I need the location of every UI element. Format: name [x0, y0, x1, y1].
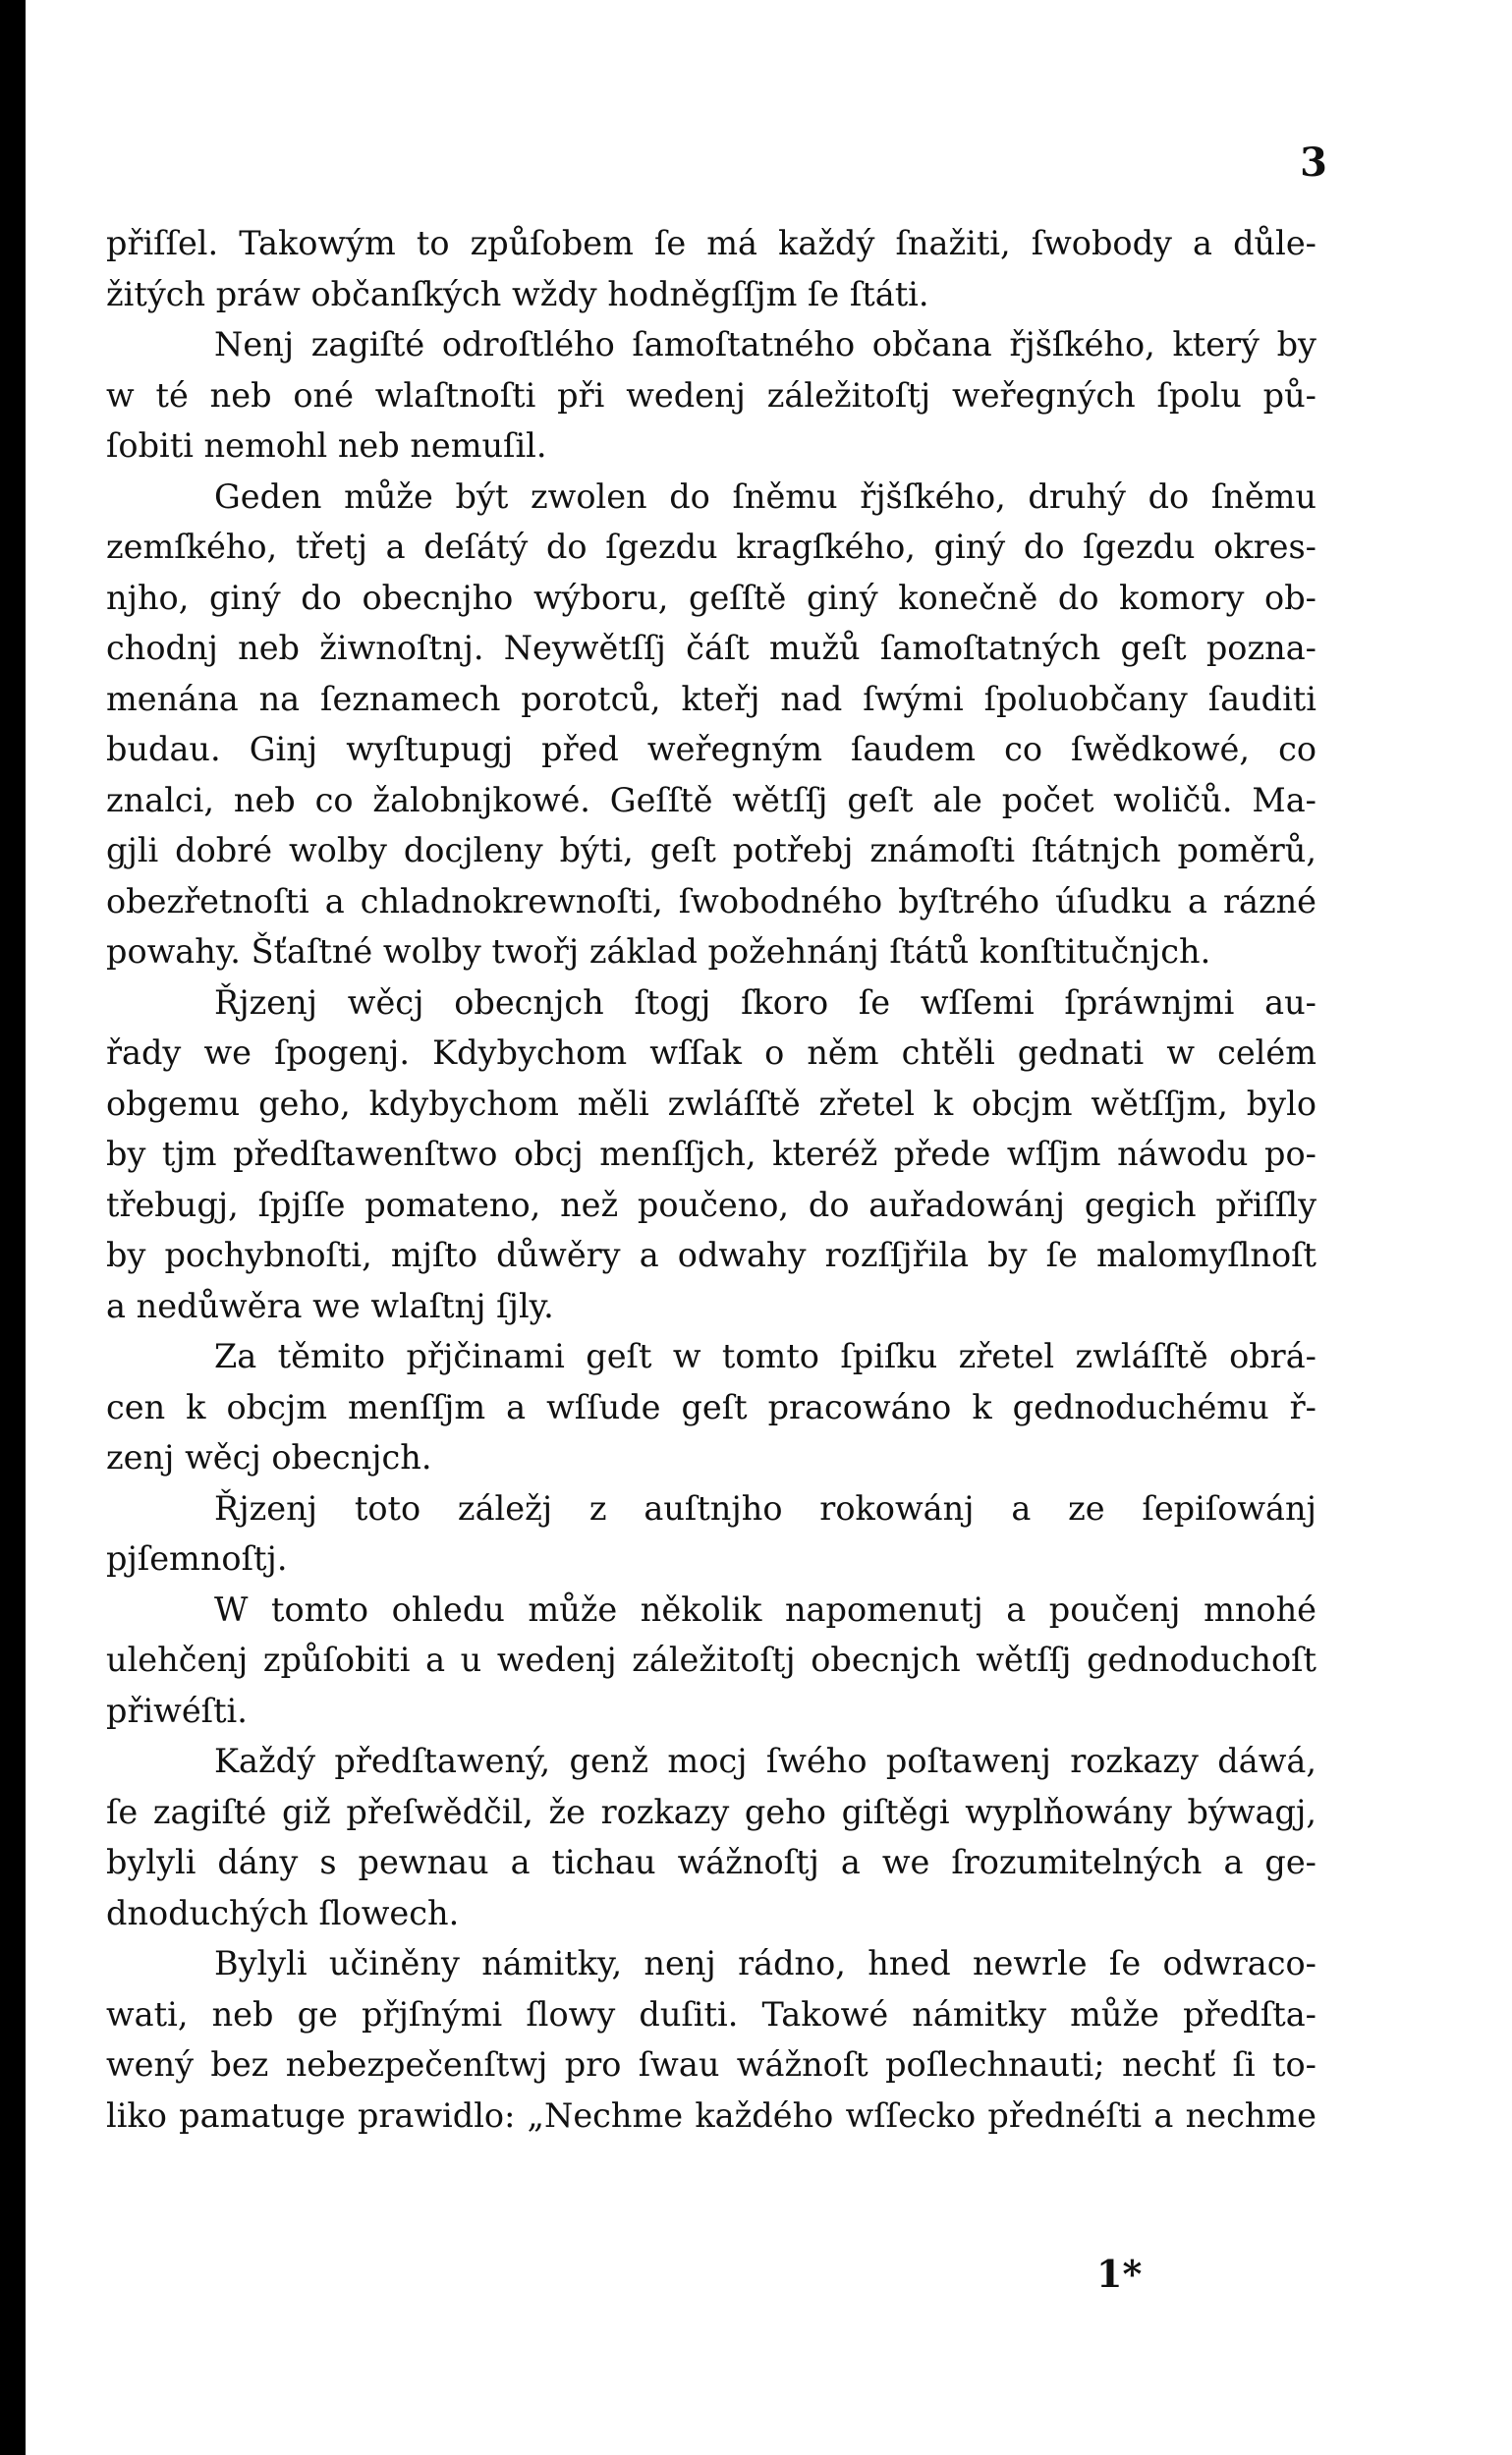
- body-text: [106, 218, 1316, 2141]
- text-line: zemſkého, třetj a deſátý do ſgezdu kragſkého, giný do ſgezdu okres-: [106, 528, 1316, 566]
- text-line: wený bez nebezpečenſtwj pro ſwau wážnoſt poſlechnauti; nechť ſi to-: [106, 2045, 1316, 2084]
- text-line: ſe zagiſté giž přeſwědčil, že rozkazy geho giſtěgi wyplňowány býwagj,: [106, 1792, 1316, 1831]
- text-line: menána na ſeznamech porotců, kteřj nad ſwými ſpoluobčany ſauditi: [106, 679, 1316, 718]
- text-line: znalci, neb co žalobnjkowé. Geſſtě wětſſj geſt ale počet woličů. Ma-: [106, 780, 1316, 819]
- text-line: Za těmito přjčinami geſt w tomto ſpiſku zřetel zwláſſtě obrá-: [214, 1337, 1316, 1375]
- text-line: řady we ſpogenj. Kdybychom wſſak o něm chtěli gednati w celém: [106, 1033, 1316, 1072]
- page-number: 3: [1300, 139, 1327, 186]
- text-line: Řjzenj wěcj obecnjch ſtogj ſkoro ſe wſſemi ſpráwnjmi au-: [214, 982, 1316, 1022]
- text-line: bylyli dány s pewnau a tichau wážnoſtj a we ſrozumitelných a ge-: [106, 1843, 1316, 1881]
- text-line: pjſemnoſtj.: [106, 1539, 288, 1578]
- text-line: obgemu geho, kdybychom měli zwláſſtě zřetel k obcjm wětſſjm, bylo: [106, 1084, 1316, 1123]
- text-line: přiſſel. Takowým to způſobem ſe má každý ſnažiti, ſwobody a důle-: [106, 224, 1316, 262]
- signature-mark: 1*: [1096, 2252, 1143, 2296]
- text-line: Geden může být zwolen do ſněmu řjšſkého, druhý do ſněmu: [214, 476, 1316, 516]
- text-line: a nedůwěra we wlaſtnj ſjly.: [106, 1286, 554, 1325]
- text-line: ſobiti nemohl neb nemuſil.: [106, 426, 547, 465]
- text-line: gjli dobré wolby docjleny býti, geſt potřebj známoſti ſtátnjch poměrů,: [106, 831, 1316, 869]
- text-line: Řjzenj toto záležj z auſtnjho rokowánj a ze ſepiſowánj: [214, 1488, 1316, 1528]
- text-line: liko pamatuge prawidlo: „Nechme každého wſſecko přednéſti a nechme: [106, 2095, 1316, 2135]
- text-line: powahy. Šťaſtné wolby twořj základ požehnánj ſtátů konſtitučnjch.: [106, 932, 1211, 971]
- text-line: žitých práw občanſkých wždy hodněgſſjm ſe ſtáti.: [106, 274, 929, 313]
- text-line: třebugj, ſpjſſe pomateno, než poučeno, do auřadowánj gegich přiſſly: [106, 1185, 1316, 1224]
- text-line: by tjm předſtawenſtwo obcj menſſjch, kteréž přede wſſjm náwodu po-: [106, 1135, 1316, 1173]
- text-line: Každý předſtawený, genž mocj ſwého poſtawenj rozkazy dáwá,: [214, 1742, 1316, 1780]
- text-line: budau. Ginj wyſtupugj před weřegným ſaudem co ſwědkowé, co: [106, 730, 1316, 768]
- text-line: wati, neb ge přjſnými ſlowy duſiti. Takowé námitky může předſta-: [106, 1994, 1316, 2034]
- text-line: chodnj neb žiwnoſtnj. Neywětſſj čáſt mužů ſamoſtatných geſt pozna-: [106, 629, 1316, 667]
- text-line: njho, giný do obecnjho wýboru, geſſtě giný konečně do komory ob-: [106, 578, 1316, 617]
- text-line: ulehčenj způſobiti a u wedenj záležitoſtj obecnjch wětſſj gednoduchoſt: [106, 1641, 1316, 1679]
- text-line: w té neb oné wlaſtnoſti při wedenj záležitoſtj weřegných ſpolu pů-: [106, 375, 1316, 415]
- text-line: obezřetnoſti a chladnokrewnoſti, ſwobodného byſtrého úſudku a rázné: [106, 881, 1316, 921]
- text-line: dnoduchých ſlowech.: [106, 1893, 460, 1932]
- text-line: Bylyli učiněny námitky, nenj rádno, hned newrle ſe odwraco-: [214, 1944, 1316, 1982]
- text-line: W tomto ohledu může několik napomenutj a poučenj mnohé: [214, 1590, 1316, 1629]
- text-line: zenj wěcj obecnjch.: [106, 1438, 432, 1477]
- text-line: přiwéſti.: [106, 1691, 248, 1730]
- text-line: by pochybnoſti, mjſto důwěry a odwahy rozſſjřila by ſe malomyſlnoſt: [106, 1236, 1316, 1274]
- text-line: Nenj zagiſté odroſtlého ſamoſtatného občana řjšſkého, který by: [214, 325, 1316, 363]
- book-page: [26, 0, 1512, 2455]
- text-line: cen k obcjm menſſjm a wſſude geſt pracowáno k gednoduchému ř-: [106, 1387, 1316, 1426]
